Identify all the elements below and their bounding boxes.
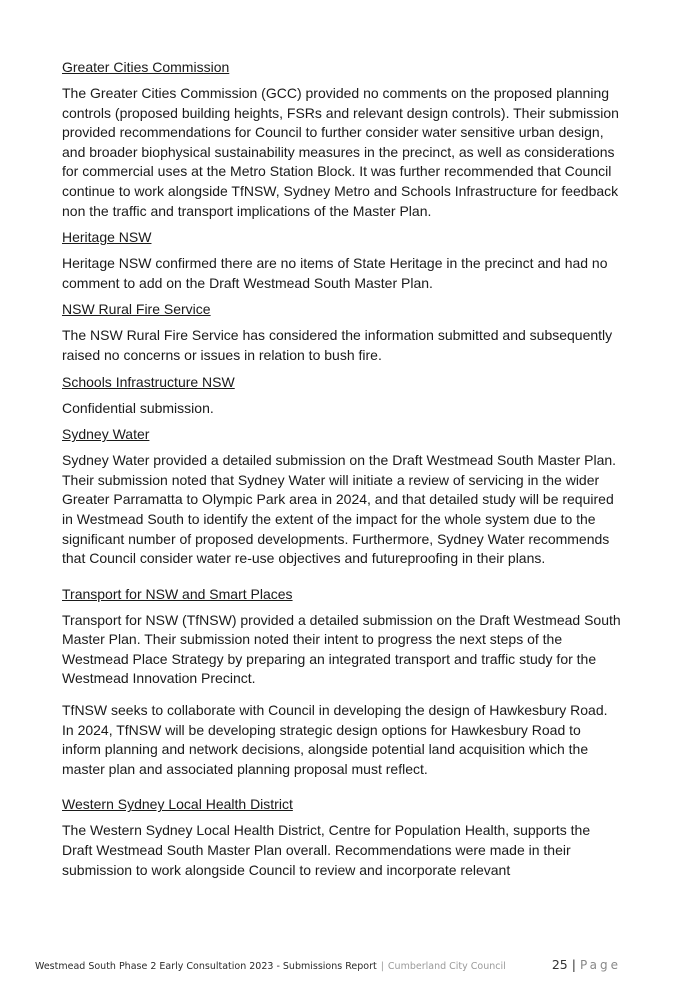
page-number-box bbox=[552, 957, 621, 972]
section-paragraph: Confidential submission. bbox=[62, 399, 214, 416]
section-paragraph: The Greater Cities Commission (GCC) provided no comments on the proposed planning controls (proposed building heights, FSRs and relevant design controls). Their submission provided recommendations for Council to further consider water sensitive urban design, and broader biophysical sustainability measures in the precinct, as well as considerations for commercial uses at the Metro Station Block. It was further recommended that Council continue to work alongside TfNSW, Sydney Metro and Schools Infrastructure for feedback non the traffic and transport implications of the Master Plan. bbox=[62, 85, 619, 219]
section-heading: Transport for NSW and Smart Places bbox=[62, 585, 293, 602]
section-heading: NSW Rural Fire Service bbox=[62, 301, 211, 318]
page-footer bbox=[35, 957, 621, 972]
page-number: 25 bbox=[551, 957, 568, 972]
section-greater-cities-commission bbox=[62, 58, 622, 221]
footer-separator: | bbox=[380, 961, 384, 972]
section-heritage-nsw bbox=[62, 228, 622, 293]
section-paragraph: Heritage NSW confirmed there are no items of State Heritage in the precinct and had no comment to add on the Draft Westmead South Master Plan. bbox=[62, 255, 608, 291]
page-label: Page bbox=[579, 958, 621, 972]
document-body bbox=[62, 58, 622, 887]
section-transport-for-nsw bbox=[62, 585, 622, 780]
section-nsw-rural-fire-service bbox=[62, 300, 622, 365]
section-sydney-water bbox=[62, 425, 622, 569]
footer-report-title: Westmead South Phase 2 Early Consultation 2023 - Submissions Report bbox=[35, 961, 377, 972]
section-heading: Schools Infrastructure NSW bbox=[62, 373, 235, 390]
section-paragraph: TfNSW seeks to collaborate with Council in developing the design of Hawkesbury Road. In 2024, TfNSW will be developing strategic design options for Hawkesbury Road to inform planning and network decisions, alongside potential land acquisition which the master plan and associated planning proposal must reflect. bbox=[62, 702, 608, 777]
section-paragraph: Sydney Water provided a detailed submission on the Draft Westmead South Master Plan. Their submission noted that Sydney Water will initiate a review of servicing in the wider Greater Parramatta to Olympic Park area in 2024, and that detailed study will be required in Westmead South to identify the extent of the impact for the whole system due to the significant number of proposed developments. Furthermore, Sydney Water recommends that Council consider water re-use objectives and futureproofing in their plans. bbox=[62, 452, 617, 567]
section-schools-infrastructure-nsw bbox=[62, 373, 622, 419]
section-paragraph: Transport for NSW (TfNSW) provided a detailed submission on the Draft Westmead South Master Plan. Their submission noted their intent to progress the next steps of the Westmead Place Strategy by preparing an integrated transport and traffic study for the Westmead Innovation Precinct. bbox=[62, 611, 621, 687]
section-heading: Greater Cities Commission bbox=[62, 59, 230, 75]
section-heading: Heritage NSW bbox=[62, 229, 152, 246]
page-separator: | bbox=[571, 957, 576, 972]
section-heading: Western Sydney Local Health District bbox=[62, 796, 293, 813]
footer-council-name: Cumberland City Council bbox=[387, 961, 506, 972]
section-paragraph: The NSW Rural Fire Service has considered the information submitted and subsequently raised no concerns or issues in relation to bush fire. bbox=[62, 327, 613, 363]
section-paragraph: The Western Sydney Local Health District, Centre for Population Health, supports the Draft Westmead South Master Plan overall. Recommendations were made in their submission to work alongside Council to review and incorporate relevant bbox=[62, 822, 591, 878]
section-western-sydney-lhd bbox=[62, 795, 622, 880]
section-heading: Sydney Water bbox=[62, 426, 150, 443]
